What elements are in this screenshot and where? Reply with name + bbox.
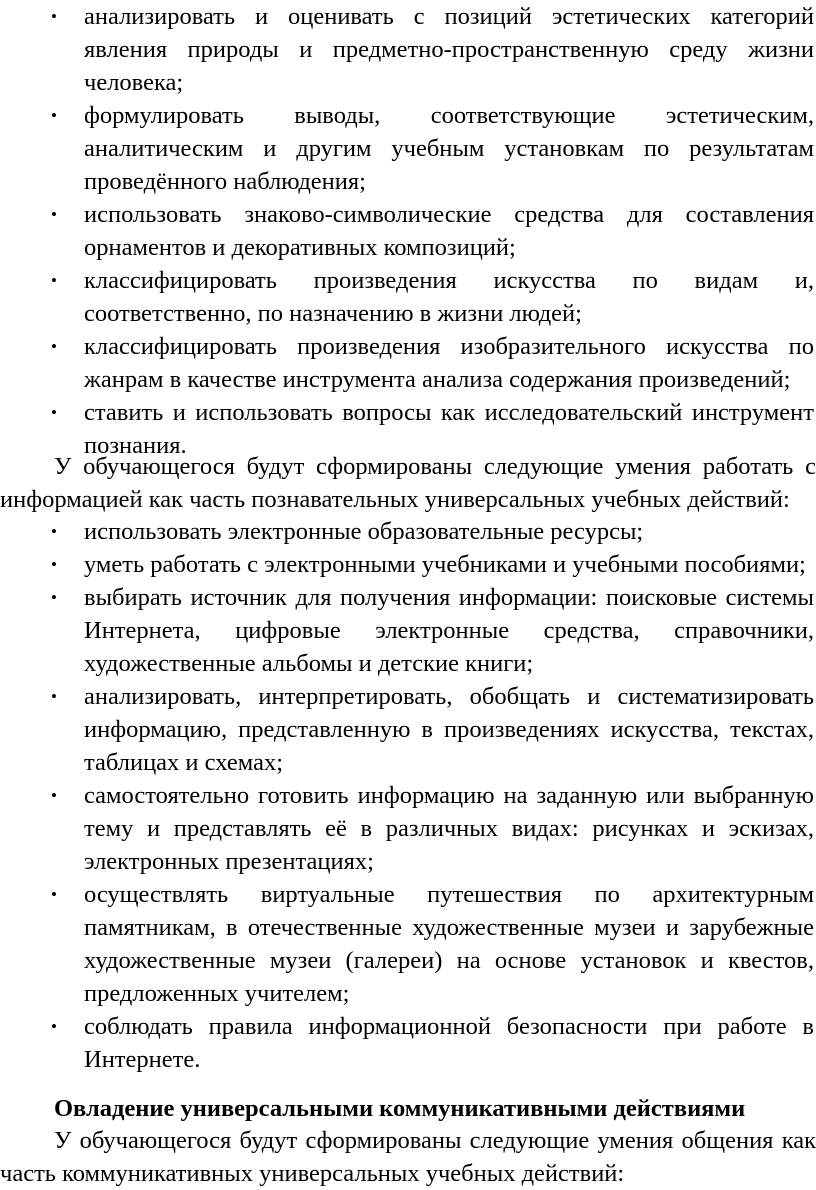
list-item-text: использовать знаково-символические средства для составления орнаментов и декоративных композиций; (84, 201, 814, 261)
list-item (0, 515, 816, 548)
list-item-text: использовать электронные образовательные ресурсы; (84, 518, 644, 545)
list-item-text: анализировать и оценивать с позиций эстетических категорий явления природы и предметно-пространственную среду жизни человека; (84, 3, 814, 96)
list-item (0, 99, 816, 198)
list-item (0, 198, 816, 264)
list-item (0, 330, 816, 396)
bullet-icon: • (51, 403, 57, 422)
list-item (0, 264, 816, 330)
bullet-icon: • (51, 555, 57, 574)
bullet-icon: • (51, 1017, 57, 1036)
bullet-list-information-skills (0, 515, 816, 1076)
list-item-text: самостоятельно готовить информацию на заданную или выбранную тему и представлять её в различных видах: рисунках и эскизах, электронных презентациях; (84, 782, 814, 875)
list-item (0, 878, 816, 1010)
list-item (0, 548, 816, 581)
section-heading: Овладение универсальными коммуникативными действиями (54, 1095, 746, 1122)
bullet-list-cognitive-actions (0, 0, 816, 462)
bullet-icon: • (51, 337, 57, 356)
bullet-icon: • (51, 786, 57, 805)
list-item-text: анализировать, интерпретировать, обобщать и систематизировать информацию, представленную в произведениях искусства, текстах, таблицах и схемах; (84, 683, 814, 776)
bullet-icon: • (51, 271, 57, 290)
list-item-text: ставить и использовать вопросы как исследовательский инструмент познания. (84, 399, 814, 459)
list-item-text: соблюдать правила информационной безопасности при работе в Интернете. (84, 1013, 814, 1073)
bullet-icon: • (51, 885, 57, 904)
list-item (0, 1010, 816, 1076)
list-item (0, 779, 816, 878)
list-item (0, 0, 816, 99)
bullet-icon: • (51, 522, 57, 541)
list-item (0, 581, 816, 680)
list-item-text: осуществлять виртуальные путешествия по архитектурным памятникам, в отечественные художественные музеи и зарубежные художественные музеи (галереи) на основе установок и квестов, предложенных учителем; (84, 881, 814, 1007)
bullet-icon: • (51, 106, 57, 125)
bullet-icon: • (51, 205, 57, 224)
paragraph-information-skills: У обучающегося будут сформированы следующие умения работать с информацией как часть познавательных универсальных учебных действий: (0, 453, 816, 513)
bullet-icon: • (51, 588, 57, 607)
paragraph-communication-skills: У обучающегося будут сформированы следующие умения общения как часть коммуникативных универсальных учебных действий: (0, 1127, 816, 1187)
list-item-text: классифицировать произведения искусства по видам и, соответственно, по назначению в жизни людей; (84, 267, 814, 327)
list-item-text: выбирать источник для получения информации: поисковые системы Интернета, цифровые электронные средства, справочники, художественные альбомы и детские книги; (84, 584, 814, 677)
bullet-icon: • (51, 7, 57, 26)
list-item-text: классифицировать произведения изобразительного искусства по жанрам в качестве инструмента анализа содержания произведений; (84, 333, 814, 393)
list-item-text: уметь работать с электронными учебниками и учебными пособиями; (84, 551, 806, 578)
list-item (0, 680, 816, 779)
list-item-text: формулировать выводы, соответствующие эстетическим, аналитическим и другим учебным установкам по результатам проведённого наблюдения; (84, 102, 814, 195)
bullet-icon: • (51, 687, 57, 706)
